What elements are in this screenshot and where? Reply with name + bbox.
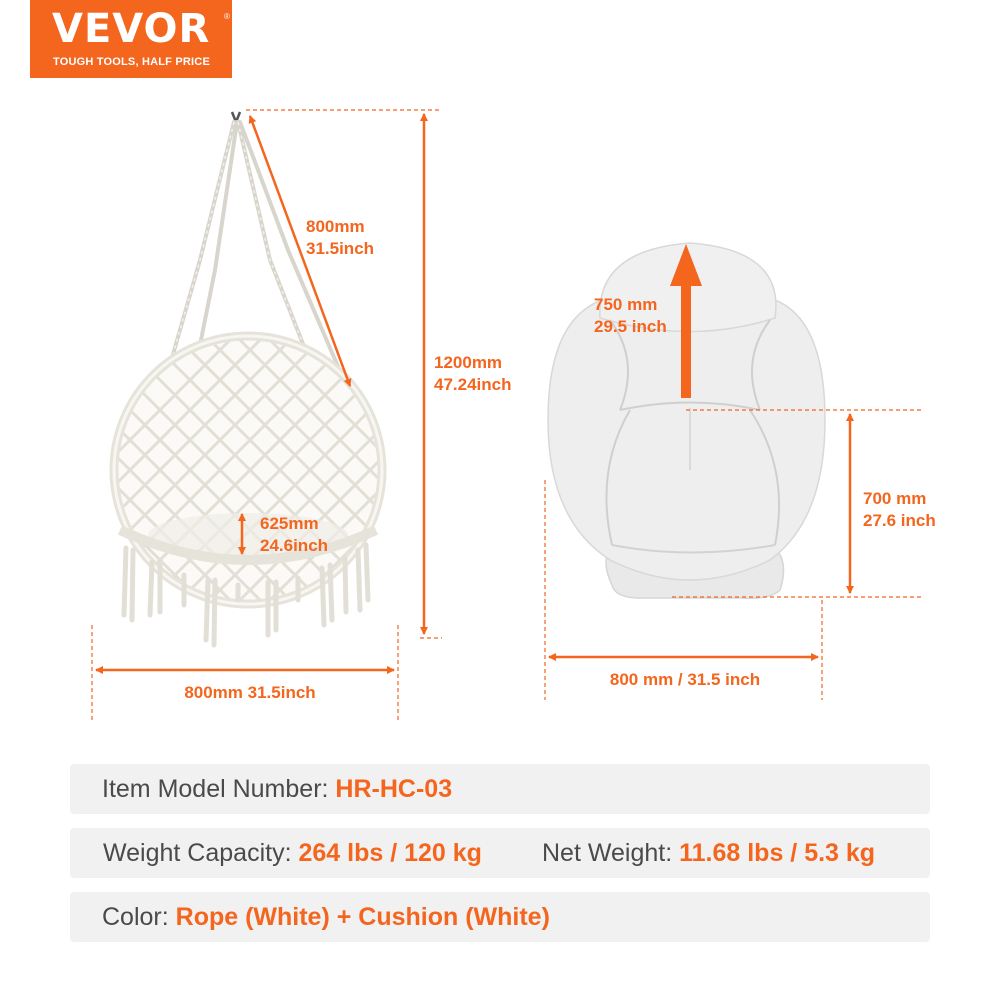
seat-height-label	[863, 488, 936, 532]
logo-tagline: TOUGH TOOLS, HALF PRICE	[53, 56, 210, 68]
seat-depth-mm: 625mm	[260, 514, 319, 533]
color-label: Color:	[102, 903, 169, 931]
spec-row-model	[70, 764, 930, 814]
rope-length-label	[306, 216, 374, 260]
rope-length-mm: 800mm	[306, 217, 365, 236]
chair-width-label: 800mm 31.5inch	[184, 683, 316, 702]
seat-depth-inch: 24.6inch	[260, 536, 329, 555]
net-weight-label: Net Weight:	[542, 839, 673, 867]
cushion-width-label: 800 mm / 31.5 inch	[609, 670, 761, 689]
seat-height-mm: 700 mm	[863, 489, 927, 508]
spec-row-color	[70, 892, 930, 942]
rope-length-inch: 31.5inch	[306, 239, 375, 258]
back-height-label	[594, 294, 667, 338]
total-height-mm: 1200mm	[434, 353, 503, 372]
total-height-inch: 47.24inch	[434, 375, 512, 394]
logo-brand-text: VEVOR	[52, 6, 211, 52]
model-value: HR-HC-03	[335, 775, 453, 803]
hanging-chair-illustration	[60, 112, 440, 760]
back-height-mm: 750 mm	[594, 295, 658, 314]
weight-capacity-value: 264 lbs / 120 kg	[298, 839, 482, 867]
weight-capacity-label: Weight Capacity:	[103, 839, 292, 867]
color-value: Rope (White) + Cushion (White)	[175, 903, 550, 931]
model-label: Item Model Number:	[102, 775, 329, 803]
seat-depth-label	[260, 513, 328, 557]
back-height-inch: 29.5 inch	[594, 317, 667, 336]
seat-height-inch: 27.6 inch	[863, 511, 936, 530]
total-height-label	[434, 352, 512, 396]
logo-registered-mark: ®	[224, 12, 230, 21]
spec-row-weight	[70, 828, 930, 878]
net-weight-value: 11.68 lbs / 5.3 kg	[679, 839, 876, 867]
